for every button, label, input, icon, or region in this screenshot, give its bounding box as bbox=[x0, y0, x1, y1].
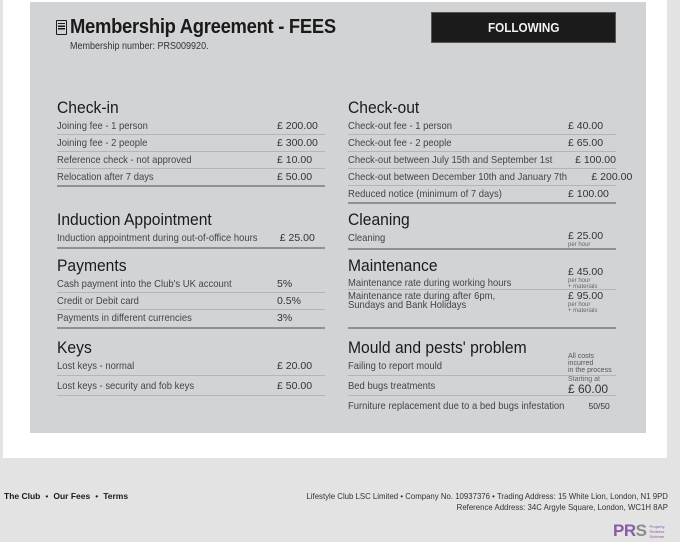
page-title: Membership Agreement - FEES bbox=[70, 16, 336, 38]
fee-label: Relocation after 7 days bbox=[57, 171, 154, 183]
fee-label: Check-out fee - 1 person bbox=[348, 120, 453, 132]
fee-label: Reduced notice (minimum of 7 days) bbox=[348, 188, 502, 200]
fee-label: Check-out between December 10th and January 7th bbox=[348, 171, 568, 183]
fee-value bbox=[568, 376, 616, 396]
fee-note: incurred bbox=[568, 360, 594, 367]
section-title: Cleaning bbox=[348, 210, 410, 229]
fee-row bbox=[348, 135, 616, 152]
fee-label: Joining fee - 2 people bbox=[57, 137, 148, 149]
fee-row bbox=[57, 376, 325, 396]
prs-logo-text-line: Redress bbox=[649, 528, 665, 534]
fee-row bbox=[57, 276, 325, 293]
fee-row bbox=[57, 135, 325, 152]
fee-note: All costs bbox=[568, 353, 595, 360]
fee-value: £ 100.00 bbox=[575, 154, 616, 166]
fee-row bbox=[348, 186, 616, 204]
fee-label: Lost keys - security and fob keys bbox=[57, 380, 195, 392]
fee-row bbox=[348, 230, 616, 250]
reference-address: Reference Address: 34C Argyle Square, London, WC1H 8AP bbox=[456, 502, 668, 512]
fee-value: £ 50.00 bbox=[277, 171, 313, 183]
fee-value: £ 20.00 bbox=[277, 360, 313, 372]
membership-number: Membership number: PRS009920. bbox=[70, 41, 209, 52]
section-title: Mould and pests' problem bbox=[348, 338, 527, 357]
footer-link-terms[interactable]: Terms bbox=[103, 491, 129, 501]
fee-note: Starting at bbox=[568, 376, 600, 383]
fee-label-line: Maintenance rate during after 6pm, bbox=[348, 290, 496, 302]
fee-row bbox=[57, 152, 325, 169]
fee-label: Payments in different currencies bbox=[57, 312, 192, 324]
fee-label: Cash payment into the Club's UK account bbox=[57, 278, 232, 290]
fee-row bbox=[348, 353, 616, 376]
footer-link-our-fees[interactable]: Our Fees bbox=[53, 491, 91, 501]
fee-row bbox=[348, 290, 616, 329]
fee-value: £ 65.00 bbox=[568, 137, 604, 149]
fee-amount: £ 25.00 bbox=[568, 230, 604, 242]
fee-label: Lost keys - normal bbox=[57, 360, 135, 372]
section-title: Maintenance bbox=[348, 256, 438, 275]
fee-value: £ 25.00 bbox=[279, 232, 315, 244]
fee-row bbox=[57, 118, 325, 135]
fee-label-line: Sundays and Bank Holidays bbox=[348, 299, 467, 311]
section-title: Check-out bbox=[348, 98, 420, 117]
fee-note: per hour bbox=[568, 278, 591, 284]
prs-logo-s: S bbox=[635, 521, 647, 540]
fee-row bbox=[348, 376, 616, 396]
fee-row bbox=[57, 169, 325, 187]
fee-row bbox=[57, 230, 325, 249]
fee-label: Furniture replacement due to a bed bugs infestation bbox=[348, 400, 565, 412]
fee-value bbox=[568, 290, 616, 314]
separator: • bbox=[45, 491, 49, 501]
fee-row bbox=[348, 396, 616, 416]
section-title: Payments bbox=[57, 256, 127, 275]
fee-amount: £ 60.00 bbox=[568, 382, 609, 396]
fee-label: Bed bugs treatments bbox=[348, 380, 436, 392]
fee-label: Cleaning bbox=[348, 232, 386, 244]
fee-value: £ 300.00 bbox=[277, 137, 318, 149]
fee-label bbox=[348, 290, 495, 310]
prs-logo-pr: PR bbox=[613, 521, 636, 540]
fee-amount: £ 95.00 bbox=[568, 290, 604, 302]
fee-label: Reference check - not approved bbox=[57, 154, 192, 166]
fee-label: Induction appointment during out-of-office hours bbox=[57, 232, 258, 244]
following-button[interactable] bbox=[431, 12, 616, 43]
fee-note: in the process bbox=[568, 367, 612, 374]
fee-value bbox=[568, 230, 616, 248]
following-button-label: FOLLOWING bbox=[487, 20, 560, 35]
fee-label: Check-out fee - 2 people bbox=[348, 137, 452, 149]
prs-logo-text-line: Scheme bbox=[649, 533, 665, 539]
fee-value: £ 200.00 bbox=[277, 120, 318, 132]
fee-note: + materials bbox=[568, 308, 598, 314]
fee-value: £ 100.00 bbox=[568, 188, 609, 200]
fee-label: Credit or Debit card bbox=[57, 295, 139, 307]
fee-row bbox=[57, 293, 325, 310]
section-checkin bbox=[57, 98, 325, 187]
fee-note: per hour bbox=[568, 302, 591, 308]
footer-link-the-club[interactable]: The Club bbox=[4, 491, 41, 501]
prs-logo-text-line: Property bbox=[649, 523, 665, 529]
fee-row bbox=[348, 118, 616, 135]
fee-note: per hour bbox=[568, 242, 591, 248]
fee-value: 5% bbox=[277, 278, 293, 290]
fee-label: Joining fee - 1 person bbox=[57, 120, 148, 132]
prs-logo-text bbox=[649, 524, 664, 539]
fee-row bbox=[348, 266, 616, 290]
fee-value: 0.5% bbox=[277, 295, 301, 307]
section-mould bbox=[348, 338, 616, 416]
section-title: Induction Appointment bbox=[57, 210, 212, 229]
section-title: Keys bbox=[57, 338, 92, 357]
fee-label: Failing to report mould bbox=[348, 360, 443, 372]
document-list-icon bbox=[56, 20, 67, 35]
fees-card bbox=[30, 2, 646, 433]
footer-nav bbox=[4, 491, 128, 501]
fee-note: + materials bbox=[568, 284, 598, 290]
fee-value: £ 200.00 bbox=[591, 171, 633, 183]
section-cleaning bbox=[348, 210, 616, 250]
fee-value: 3% bbox=[277, 312, 293, 324]
title-row bbox=[56, 16, 359, 39]
section-payments bbox=[57, 256, 325, 329]
fee-row bbox=[57, 310, 325, 329]
company-line: Lifestyle Club LSC Limited • Company No. 10937376 • Trading Address: 15 White Lion, London, N1 9PD bbox=[306, 491, 668, 501]
fee-label: Maintenance rate during working hours bbox=[348, 277, 512, 289]
fee-row bbox=[348, 152, 616, 169]
section-checkout bbox=[348, 98, 633, 204]
prs-logo bbox=[613, 521, 665, 541]
section-keys bbox=[57, 338, 325, 396]
section-title: Check-in bbox=[57, 98, 119, 117]
fee-value: 50/50 bbox=[588, 401, 610, 411]
section-maintenance bbox=[348, 256, 616, 329]
section-induction bbox=[57, 210, 325, 249]
fee-value: £ 40.00 bbox=[568, 120, 604, 132]
fee-row bbox=[348, 169, 633, 186]
prs-logo-mark bbox=[613, 521, 646, 541]
fee-label: Check-out between July 15th and September 1st bbox=[348, 154, 553, 166]
fee-value: £ 10.00 bbox=[277, 154, 313, 166]
fee-value: £ 50.00 bbox=[277, 380, 313, 392]
fee-amount: £ 45.00 bbox=[568, 266, 604, 278]
separator: • bbox=[95, 491, 99, 501]
fee-row bbox=[57, 358, 325, 376]
company-info bbox=[275, 491, 668, 513]
